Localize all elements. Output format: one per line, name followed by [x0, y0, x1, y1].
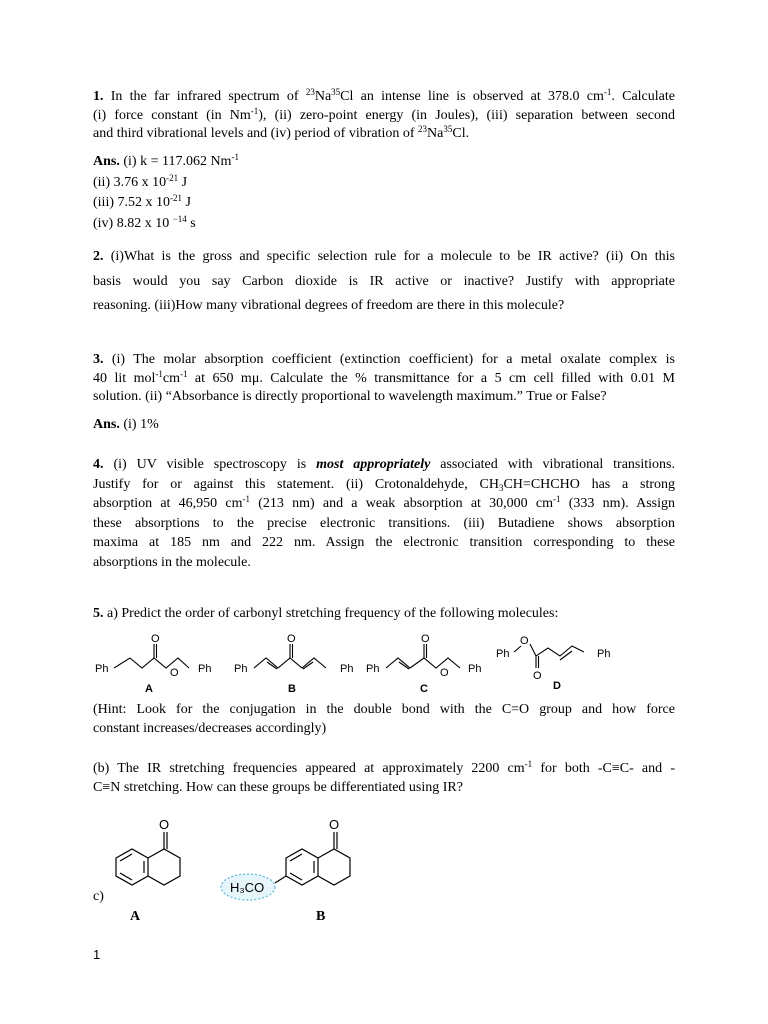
q5-part-c-label: c)	[93, 889, 104, 904]
svg-text:H₃CO: H₃CO	[230, 880, 265, 895]
svg-text:O: O	[520, 635, 529, 647]
svg-text:Ph: Ph	[468, 663, 482, 675]
q5-part-b: (b) The IR stretching frequencies appeared at approximately 2200 $cm^{-1}$ for both -C≡C- and - C≡N stretching. How can these groups be differentiated using IR?	[93, 759, 675, 795]
svg-text:Ph: Ph	[234, 663, 248, 675]
question-4: 4. (i) UV visible spectroscopy is most appropriately associated with vibrational transitions. Justify for or against this statement. (ii) Crotonaldehyde, $CH_3CH=CHCHO$ has a strong absorption at 46,950 $cm^{-1}$ (213 nm) and a weak absorption at 30,000 $cm^{-1}$ (333 nm). Assign these absorptions to the precise electronic transitions. (iii) Butadiene shows absorption maxima at 185 nm and 222 nm. Assign the electronic transition corresponding to these absorptions in the molecule.	[93, 457, 675, 570]
svg-text:B: B	[288, 683, 296, 695]
structure-a	[116, 817, 180, 924]
svg-text:O: O	[159, 817, 170, 832]
structure-b	[221, 817, 350, 924]
svg-text:Ph: Ph	[496, 648, 510, 660]
molecule-c	[366, 633, 481, 695]
svg-text:Ph: Ph	[366, 663, 380, 675]
svg-text:O: O	[170, 667, 179, 679]
q3-answer: Ans. (i) 1%	[93, 417, 159, 432]
molecule-b	[234, 633, 353, 695]
svg-text:Ph: Ph	[198, 663, 212, 675]
svg-text:Ph: Ph	[597, 648, 611, 660]
tetralone-structures-figure	[100, 810, 400, 926]
svg-text:B: B	[316, 909, 326, 924]
question-5: 5. a) Predict the order of carbonyl stretching frequency of the following molecules:	[93, 606, 559, 621]
svg-text:O: O	[287, 633, 296, 645]
svg-text:Ph: Ph	[95, 663, 109, 675]
svg-text:O: O	[151, 633, 160, 645]
svg-text:C: C	[420, 683, 428, 695]
svg-text:O: O	[421, 633, 430, 645]
molecule-a	[95, 633, 211, 695]
svg-text:D: D	[553, 680, 561, 692]
svg-text:A: A	[130, 909, 141, 924]
svg-text:O: O	[440, 667, 449, 679]
question-2: 2. (i)What is the gross and specific selection rule for a molecule to be IR active? (ii) On this basis would you say Carbon dioxide is IR active or inactive? Justify with appropriate reasoning. (iii)How many vibrational degrees of freedom are there in this molecule?	[93, 249, 675, 313]
svg-text:O: O	[329, 817, 340, 832]
question-3: 3. (i) The molar absorption coefficient (extinction coefficient) for a metal oxalate complex is 40 lit $mol^{-1}cm^{-1}$ at 650 mμ. Calculate the % transmittance for a 5 cm cell filled with 0.01 M solution. (ii) “Absorbance is directly proportional to wavelength maximum.” True or False?	[93, 352, 675, 404]
q1-answers: Ans. (i) k = 117.062 $Nm^{-1}$ (ii) 3.76 x $10^{-21}$ J (iii) 7.52 x $10^{-21}$ J (iv) 8.82 x 10 $^{-14}$ s	[93, 152, 239, 231]
svg-text:Ph: Ph	[340, 663, 354, 675]
svg-text:A: A	[145, 683, 153, 695]
page-number: 1	[93, 947, 101, 962]
q1-number: 1.	[93, 89, 104, 104]
svg-text:O: O	[533, 670, 542, 682]
q5-hint: (Hint: Look for the conjugation in the double bond with the C=O group and how force constant increases/decreases accordingly)	[93, 702, 675, 736]
carbonyl-molecules-figure	[90, 632, 630, 696]
question-1: 1. In the far infrared spectrum of $^{23}$Na$^{35}$Cl an intense line is observed at 378.0 $cm^{-1}$. Calculate (i) force constant (in $Nm^{-1}$), (ii) zero-point energy (in Joules), (iii) separation between second and third vibrational levels and (iv) period of vibration of $^{23}$Na$^{35}$Cl.	[93, 87, 675, 141]
molecule-d	[496, 635, 610, 692]
